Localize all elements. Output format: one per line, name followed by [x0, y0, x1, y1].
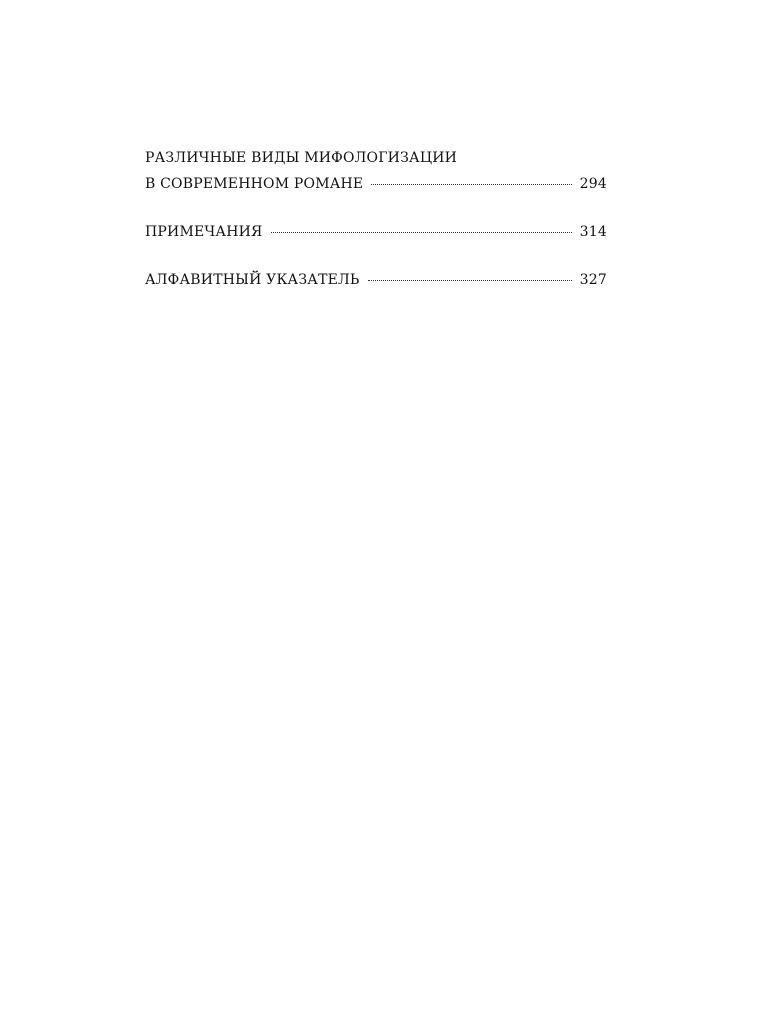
dot-leader [271, 232, 572, 233]
toc-entry-index [145, 267, 607, 293]
toc-entry-notes [145, 219, 607, 245]
dot-leader [371, 184, 571, 185]
toc-page-number: 294 [579, 176, 607, 192]
toc-entry-title: АЛФАВИТНЫЙ УКАЗАТЕЛЬ [145, 272, 360, 288]
toc-entry-leader-row [145, 267, 607, 293]
toc-entry-leader-row [145, 171, 607, 197]
toc-page-number: 327 [579, 272, 607, 288]
toc-entry-title-line-1: РАЗЛИЧНЫЕ ВИДЫ МИФОЛОГИЗАЦИИ [145, 150, 458, 166]
dot-leader [368, 280, 572, 281]
table-of-contents [145, 145, 607, 315]
toc-entry-leader-row [145, 219, 607, 245]
toc-entry-title-line-2: В СОВРЕМЕННОМ РОМАНЕ [145, 176, 364, 192]
toc-entry-mythologization [145, 145, 607, 197]
toc-page-number: 314 [579, 224, 607, 240]
toc-entry-title: ПРИМЕЧАНИЯ [145, 224, 263, 240]
